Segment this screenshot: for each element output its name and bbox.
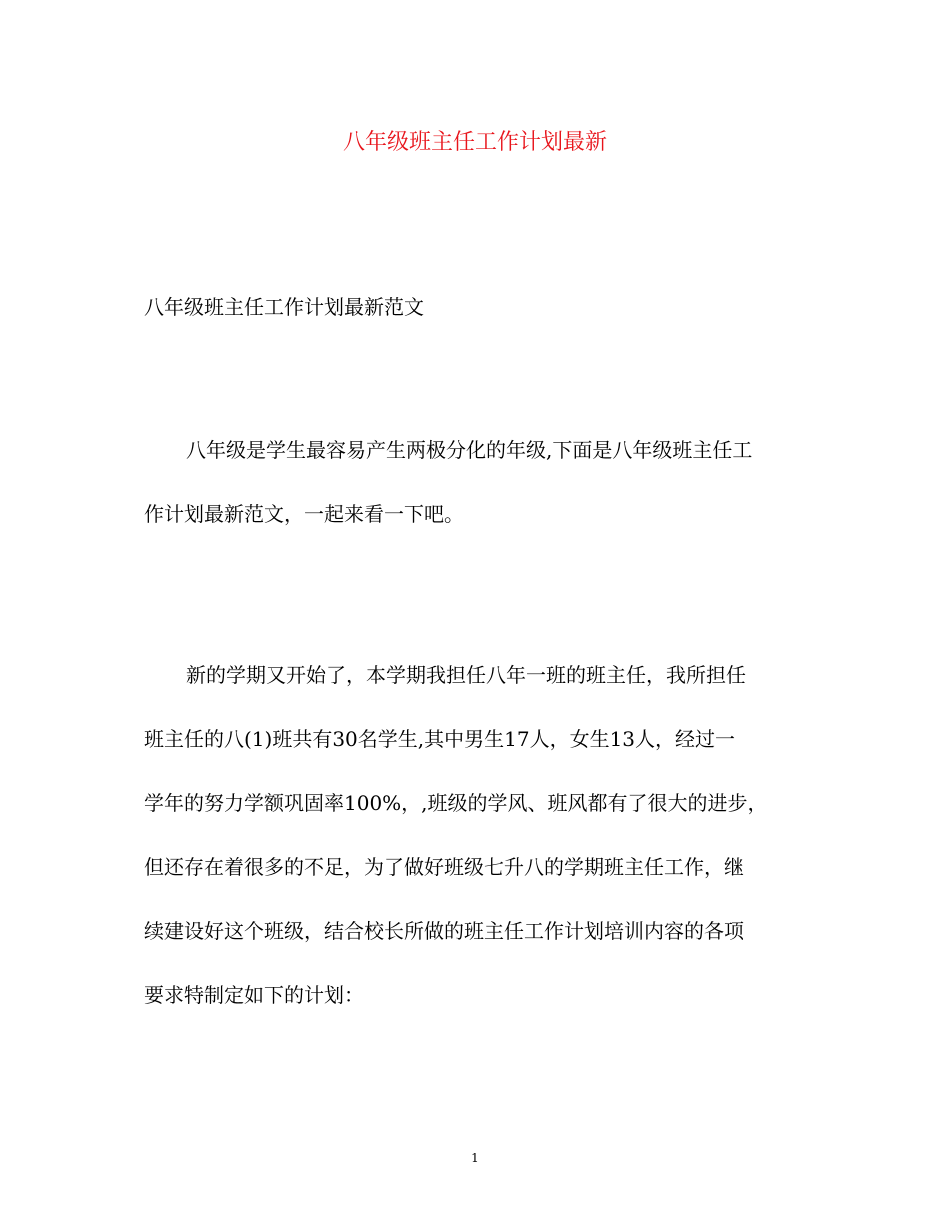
paragraph-line: 续建设好这个班级，结合校长所做的班主任工作计划培训内容的各项 (144, 919, 744, 943)
paragraph-line: 作计划最新范文，一起来看一下吧。 (144, 502, 464, 526)
paragraph-line: 班主任的八(1)班共有30名学生,其中男生17人，女生13人，经过一 (144, 727, 736, 751)
page-number: 1 (471, 1151, 479, 1165)
paragraph-line: 但还存在着很多的不足，为了做好班级七升八的学期班主任工作，继 (144, 855, 744, 879)
document-title: 八年级班主任工作计划最新 (342, 130, 607, 155)
main-paragraph (144, 643, 824, 1027)
paragraph-line: 要求特制定如下的计划： (144, 983, 364, 1007)
paragraph-line: 学年的努力学额巩固率100%，,班级的学风、班风都有了很大的进步， (144, 791, 768, 815)
intro-paragraph (144, 418, 824, 546)
paragraph-line: 新的学期又开始了，本学期我担任八年一班的班主任，我所担任 (186, 663, 746, 687)
document-subtitle: 八年级班主任工作计划最新范文 (144, 295, 424, 319)
paragraph-line: 八年级是学生最容易产生两极分化的年级,下面是八年级班主任工 (186, 438, 753, 462)
